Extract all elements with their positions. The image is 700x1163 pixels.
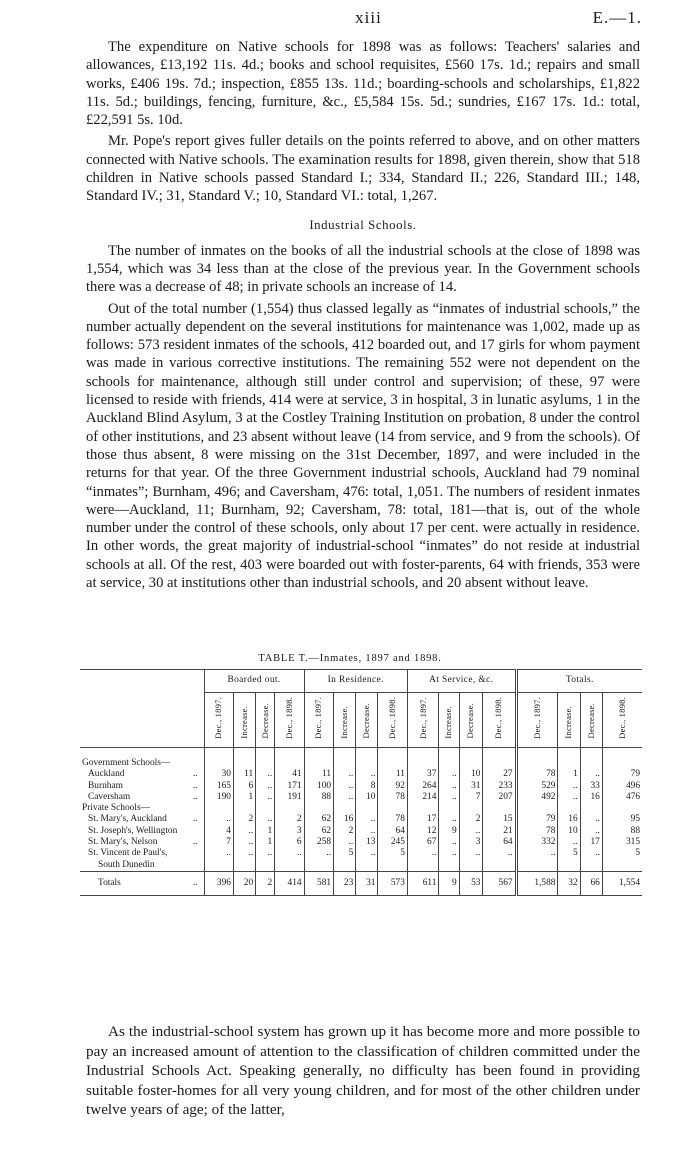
table-cell: 78 (516, 826, 558, 837)
table-cell: 15 (483, 814, 516, 825)
closing-text (86, 1022, 640, 1120)
table-cell: 16 (580, 792, 602, 803)
table-cell: .. (256, 814, 275, 825)
table-cell: 4 (204, 826, 233, 837)
table-cell: 1 (233, 792, 255, 803)
row-label: St. Vincent de Paul's, (88, 848, 168, 859)
table-cell: 7 (459, 792, 483, 803)
table-cell: .. (356, 814, 378, 825)
table-cell: .. (334, 792, 356, 803)
table-cell: .. (256, 792, 275, 803)
table-row (80, 814, 642, 825)
table-cell: 245 (378, 837, 407, 848)
table-cell: 79 (602, 769, 642, 780)
table-cell (204, 860, 233, 872)
table-cell (304, 803, 333, 814)
table-cell (439, 748, 459, 770)
table-cell (516, 860, 558, 872)
table-cell: 1,554 (602, 871, 642, 895)
table-cell (483, 860, 516, 872)
table-caption: TABLE T.—Inmates, 1897 and 1898. (258, 653, 442, 664)
table-cell: 11 (378, 769, 407, 780)
table-cell (334, 860, 356, 872)
table-cell: .. (356, 769, 378, 780)
subcol-increase: Increase. (563, 706, 574, 739)
table-cell (580, 748, 602, 770)
page-number: xiii (355, 8, 382, 27)
table-cell: 33 (580, 781, 602, 792)
table-cell: 16 (558, 814, 580, 825)
row-label: Totals .. (80, 871, 204, 895)
table-cell: 332 (516, 837, 558, 848)
table-cell: 64 (483, 837, 516, 848)
table-cell: .. (439, 848, 459, 859)
table-cell: .. (275, 848, 304, 859)
table-cell: 165 (204, 781, 233, 792)
subcol-dec-1898: Dec., 1898. (283, 696, 294, 739)
table-cell: .. (256, 848, 275, 859)
paragraph-native-expenditure: The expenditure on Native schools for 1898 was as follows: Teachers' salaries and allowances, £13,192 11s. 4d.; books and school requisites, £560 17s. 1d.; repairs and small works, £406 19s. 7d.; inspection, £855 13s. 11d.; boarding-schools and scholarships, £1,822 11s. 5d.; buildings, fencing, furniture, &c., £5,584 15s. 5d.; sundries, £167 17s. 1d.: total, £22,591 5s. 10d. (86, 39, 640, 129)
table-cell: 23 (334, 871, 356, 895)
table-cell: .. (558, 781, 580, 792)
subcol-dec-1898: Dec., 1898. (616, 696, 627, 739)
table-cell: 315 (602, 837, 642, 848)
table-cell: 3 (275, 826, 304, 837)
table-cell: 2 (275, 814, 304, 825)
subcol-dec-1897: Dec., 1897. (531, 696, 542, 739)
table-cell: 30 (204, 769, 233, 780)
table-cell: .. (304, 848, 333, 859)
table-cell: .. (407, 848, 438, 859)
group-header-in-residence: In Residence. (304, 670, 407, 693)
table-cell: 62 (304, 826, 333, 837)
table-cell (439, 803, 459, 814)
subcol-increase: Increase. (238, 706, 249, 739)
row-label-header (80, 670, 204, 693)
table-cell (439, 860, 459, 872)
table-cell: .. (580, 826, 602, 837)
table-cell: .. (256, 769, 275, 780)
table-cell: .. (459, 826, 483, 837)
page-header (95, 6, 642, 30)
table-cell: .. (439, 814, 459, 825)
subcol-increase: Increase. (443, 706, 454, 739)
table-cell: 95 (602, 814, 642, 825)
table-cell (602, 803, 642, 814)
table-cell (459, 748, 483, 770)
table-cell: .. (483, 848, 516, 859)
table-cell: 414 (275, 871, 304, 895)
table-cell: 88 (602, 826, 642, 837)
table-cell: 20 (233, 871, 255, 895)
table-cell: .. (256, 781, 275, 792)
table-cell (580, 860, 602, 872)
row-label: St. Mary's, Auckland .. (80, 814, 204, 825)
table-cell: 3 (459, 837, 483, 848)
subcol-dec-1897: Dec., 1897. (213, 696, 224, 739)
table-row (80, 748, 642, 770)
leader-dots: .. (192, 877, 198, 888)
table-cell: 2 (256, 871, 275, 895)
table-row (80, 792, 642, 803)
table-cell: .. (558, 837, 580, 848)
subheader-row (80, 693, 642, 748)
table-cell: .. (334, 781, 356, 792)
paragraph-popes-report: Mr. Pope's report gives fuller details on the points referred to above, and on other matters connected with Native schools. The examination results for 1898, given therein, show that 518 children in Native schools passed Standard I.; 334, Standard II.; 226, Standard III.; 148, Standard IV.; 31, Standard V.; 10, Standard VI.: total, 1,267. (86, 133, 640, 205)
table-cell: 1 (256, 826, 275, 837)
table-body (80, 748, 642, 896)
table-cell (407, 803, 438, 814)
group-header-at-service: At Service, &c. (407, 670, 516, 693)
row-label: Government Schools— (82, 758, 171, 768)
subcol-dec-1898: Dec., 1898. (387, 696, 398, 739)
table-cell: 258 (304, 837, 333, 848)
table-cell: 11 (304, 769, 333, 780)
subcol-dec-1898: Dec., 1898. (493, 696, 504, 739)
table-cell: 16 (334, 814, 356, 825)
row-label: St. Mary's, Nelson .. (80, 837, 204, 848)
table-cell: 7 (204, 837, 233, 848)
table-cell: 31 (356, 871, 378, 895)
table-cell (459, 803, 483, 814)
table-cell (483, 803, 516, 814)
table-cell: 567 (483, 871, 516, 895)
table-cell: 92 (378, 781, 407, 792)
report-code: E.—1. (592, 8, 642, 27)
table-cell (256, 860, 275, 872)
table-cell (256, 803, 275, 814)
table-cell: 6 (233, 781, 255, 792)
table-cell: 492 (516, 792, 558, 803)
table-row (80, 769, 642, 780)
row-label: Auckland .. (80, 769, 204, 780)
table-cell: 496 (602, 781, 642, 792)
table-cell: 17 (580, 837, 602, 848)
table-cell (516, 748, 558, 770)
table-cell: 5 (378, 848, 407, 859)
body-text (86, 38, 640, 592)
table-cell (233, 748, 255, 770)
table-cell: 611 (407, 871, 438, 895)
table-cell: 78 (516, 769, 558, 780)
table-cell (558, 748, 580, 770)
table-cell: 396 (204, 871, 233, 895)
row-label: South Dunedin (98, 859, 155, 870)
table-cell: .. (334, 837, 356, 848)
subcol-decrease: Decrease. (585, 703, 596, 739)
table-cell: 5 (602, 848, 642, 859)
table-cell: .. (580, 814, 602, 825)
table-cell (558, 860, 580, 872)
table-cell: 13 (356, 837, 378, 848)
row-label: Private Schools— (82, 803, 150, 814)
table-cell: 207 (483, 792, 516, 803)
table-cell: 78 (378, 792, 407, 803)
table-cell (256, 748, 275, 770)
table-cell: 6 (275, 837, 304, 848)
table-cell: .. (580, 769, 602, 780)
table-cell: .. (356, 826, 378, 837)
row-label: St. Joseph's, Wellington (88, 825, 178, 836)
table-cell (580, 803, 602, 814)
table-cell: 27 (483, 769, 516, 780)
table-cell (483, 748, 516, 770)
table-cell (459, 860, 483, 872)
table-cell: 2 (459, 814, 483, 825)
table-cell: 476 (602, 792, 642, 803)
table-row (80, 803, 642, 814)
table-cell (275, 748, 304, 770)
table-cell (233, 803, 255, 814)
table-cell: .. (580, 848, 602, 859)
row-label: Burnham .. (80, 781, 204, 792)
table-cell: 233 (483, 781, 516, 792)
table-cell: 21 (483, 826, 516, 837)
table-cell (407, 860, 438, 872)
table-cell: 214 (407, 792, 438, 803)
table-row (80, 837, 642, 848)
table-cell (378, 803, 407, 814)
table-cell: 66 (580, 871, 602, 895)
group-header-boarded-out: Boarded out. (204, 670, 304, 693)
subcol-dec-1897: Dec., 1897. (417, 696, 428, 739)
table-cell: 1,588 (516, 871, 558, 895)
table-cell: .. (233, 848, 255, 859)
paragraph-inmates-breakdown: Out of the total number (1,554) thus classed legally as “inmates of industrial schools,” the number actually dependent on the several institutions for maintenance was 1,002, made up as follows: 573 resident inmates of the schools, 412 boarded out, and 17 girls for whom payment was made in various corrective institutions. The remaining 552 were not dependent on the schools for maintenance, although still under control and supervision; of these, 97 were licensed to reside with friends, 414 were at service, 3 in hospital, 3 in lunatic asylums, 1 in the Auckland Blind Asylum, 3 at the Costley Training Institution on probation, 8 under the control of other institutions, and 23 absent without leave (14 from service, and 9 from the schools). Of those thus absent, 8 were missing on the 31st December, 1897, and were included in the returns for that year. Of the three Government industrial schools, Auckland had 79 nominal “inmates”; Burnham, 496; and Caversham, 476: total, 1,051. The numbers of resident inmates were—Auckland, 11; Burnham, 92; Caversham, 78: total, 181—that is, out of the whole number under the control of these schools, only about 17 per cent. were actually in residence. In other words, the great majority of industrial-school “inmates” do not reside at industrial schools at all. Of the rest, 403 were boarded out with foster-parents, 64 with friends, 353 were at service, 30 at institutions other than industrial schools, and 20 absent without leave. (86, 300, 640, 592)
table-cell (334, 803, 356, 814)
table-cell: 32 (558, 871, 580, 895)
section-heading: Industrial Schools. (309, 217, 417, 232)
row-label: Caversham .. (80, 792, 204, 803)
table-cell: 8 (356, 781, 378, 792)
table-cell: 11 (233, 769, 255, 780)
table-cell (304, 748, 333, 770)
table-cell: 100 (304, 781, 333, 792)
table-cell: .. (233, 826, 255, 837)
table-cell: .. (439, 781, 459, 792)
leader-dots: .. (192, 814, 198, 825)
paragraph-classification: As the industrial-school system has grown up it has become more and more possible to pay an increased amount of attention to the classification of children committed under the Industrial Schools Act. Speaking generally, no difficulty has been found in providing suitable foster-homes for all very young children, and for most of the other children under twelve years of age; of the latter, (86, 1023, 640, 1118)
table-cell: 5 (558, 848, 580, 859)
table-cell: 581 (304, 871, 333, 895)
table-cell: 10 (459, 769, 483, 780)
table-cell: 12 (407, 826, 438, 837)
table-cell: 79 (516, 814, 558, 825)
table-cell: 67 (407, 837, 438, 848)
leader-dots: .. (192, 837, 198, 848)
table-cell: 264 (407, 781, 438, 792)
table-cell (356, 748, 378, 770)
table-cell: 190 (204, 792, 233, 803)
subcol-increase: Increase. (339, 706, 350, 739)
table-cell: .. (439, 837, 459, 848)
group-header-totals: Totals. (516, 670, 642, 693)
table-cell: .. (516, 848, 558, 859)
table-cell: 17 (407, 814, 438, 825)
table-cell (516, 803, 558, 814)
table-cell: 529 (516, 781, 558, 792)
table-cell: 1 (256, 837, 275, 848)
table-row (80, 781, 642, 792)
table-cell: .. (356, 848, 378, 859)
totals-row (80, 871, 642, 895)
paragraph-inmates-number: The number of inmates on the books of all the industrial schools at the close of 1898 was 1,554, which was 34 less than at the close of the previous year. In the Government schools there was a decrease of 48; in private schools an increase of 14. (86, 242, 640, 296)
table-cell (378, 748, 407, 770)
table-cell: 78 (378, 814, 407, 825)
table-cell: 41 (275, 769, 304, 780)
table-cell: 171 (275, 781, 304, 792)
table-cell: 37 (407, 769, 438, 780)
table-cell: 2 (233, 814, 255, 825)
table-cell (602, 748, 642, 770)
table-cell: 573 (378, 871, 407, 895)
table-cell (356, 860, 378, 872)
table-cell: 191 (275, 792, 304, 803)
table-row (80, 826, 642, 837)
table-cell (602, 860, 642, 872)
table-cell: .. (459, 848, 483, 859)
leader-dots: .. (192, 791, 198, 802)
leader-dots: .. (192, 769, 198, 780)
subcol-decrease: Decrease. (465, 703, 476, 739)
table-cell: .. (204, 814, 233, 825)
table-row (80, 860, 642, 872)
table-cell: .. (439, 792, 459, 803)
table-cell (204, 803, 233, 814)
table-cell: 9 (439, 871, 459, 895)
table-cell: 31 (459, 781, 483, 792)
table-cell: 9 (439, 826, 459, 837)
table-cell (558, 803, 580, 814)
table-cell (378, 860, 407, 872)
table-cell: .. (233, 837, 255, 848)
table-cell (275, 803, 304, 814)
table-cell: 10 (356, 792, 378, 803)
subcol-dec-1897: Dec., 1897. (313, 696, 324, 739)
table-cell: 53 (459, 871, 483, 895)
table-cell: 2 (334, 826, 356, 837)
table-cell: .. (439, 769, 459, 780)
table-cell (275, 860, 304, 872)
leader-dots: .. (192, 780, 198, 791)
table-row (80, 848, 642, 859)
subcol-decrease: Decrease. (361, 703, 372, 739)
table-cell (334, 748, 356, 770)
table-cell (233, 860, 255, 872)
table-cell: .. (558, 792, 580, 803)
table-cell (304, 860, 333, 872)
table-cell: 62 (304, 814, 333, 825)
inmates-table (80, 669, 642, 896)
table-cell (356, 803, 378, 814)
subcol-decrease: Decrease. (259, 703, 270, 739)
table-cell: .. (334, 769, 356, 780)
table-cell: 1 (558, 769, 580, 780)
table-cell (407, 748, 438, 770)
table-cell: 10 (558, 826, 580, 837)
table-cell: 88 (304, 792, 333, 803)
table-cell: 64 (378, 826, 407, 837)
table-cell: .. (204, 848, 233, 859)
table-cell: 5 (334, 848, 356, 859)
table-cell (204, 748, 233, 770)
